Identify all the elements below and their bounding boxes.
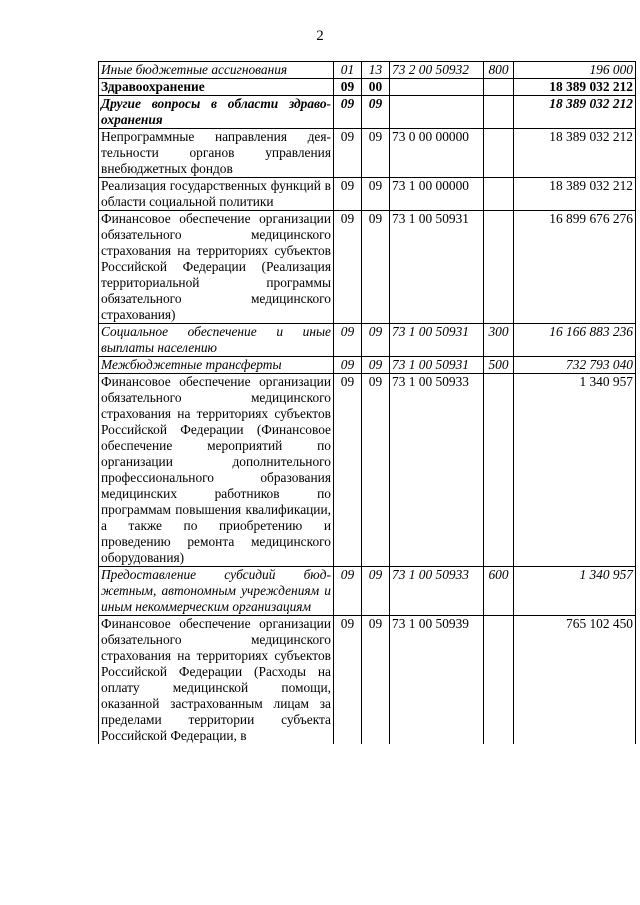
row-target-article-cell: 73 2 00 50932 [390,62,484,79]
row-expense-type-cell: 800 [484,62,514,79]
row-subsection-cell: 09 [362,96,390,129]
row-amount-cell: 1 340 957 [514,567,636,616]
table-row [99,324,636,357]
table-row [99,178,636,211]
row-name-cell: Финансовое обеспечение организации обязательного медицинского страхования на территориях субъектов Российской Федерации (Расходы на оплату медицинской помощи, оказанной застрахованным лицам за пределами территории субъекта Российской Федерации, в [99,616,334,745]
row-target-article-cell: 73 1 00 50931 [390,211,484,324]
row-amount-cell: 1 340 957 [514,374,636,567]
row-subsection-cell: 09 [362,129,390,178]
budget-table [98,61,636,744]
row-name-cell: Финансовое обеспечение организации обязательного медицинского страхования на территориях субъектов Российской Федерации (Реализация территориальной программы обязательного медицинского страхования) [99,211,334,324]
row-amount-cell: 16 899 676 276 [514,211,636,324]
row-name-cell: Реализация государственных функций в области социальной политики [99,178,334,211]
row-name-cell: Предоставление субсидий бюджетным, автономным учреждениям и иным некоммерческим организациям [99,567,334,616]
page-number: 2 [316,28,324,44]
row-expense-type-cell [484,178,514,211]
row-expense-type-cell [484,129,514,178]
row-subsection-cell: 09 [362,211,390,324]
table-row [99,357,636,374]
row-amount-cell: 196 000 [514,62,636,79]
row-section-cell: 09 [334,357,362,374]
row-expense-type-cell: 600 [484,567,514,616]
row-name-cell: Непрограммные направления деятельности органов управления внебюджетных фондов [99,129,334,178]
row-target-article-cell: 73 1 00 00000 [390,178,484,211]
row-name-cell: Финансовое обеспечение организации обязательного медицинского страхования на территориях субъектов Российской Федерации (Финансовое обеспечение мероприятий по организации дополнительного профессионального образования медицинских работников по программам повышения квалификации, а также по приобретению и проведению ремонта медицинского оборудования) [99,374,334,567]
row-subsection-cell: 09 [362,324,390,357]
row-amount-cell: 16 166 883 236 [514,324,636,357]
row-section-cell: 01 [334,62,362,79]
row-target-article-cell: 73 1 00 50931 [390,324,484,357]
row-subsection-cell: 00 [362,79,390,96]
row-amount-cell: 18 389 032 212 [514,96,636,129]
row-name-cell: Межбюджетные трансферты [99,357,334,374]
row-subsection-cell: 09 [362,374,390,567]
row-expense-type-cell: 300 [484,324,514,357]
row-amount-cell: 732 793 040 [514,357,636,374]
budget-table-body [99,62,636,745]
row-expense-type-cell [484,79,514,96]
row-section-cell: 09 [334,211,362,324]
row-expense-type-cell [484,374,514,567]
row-section-cell: 09 [334,324,362,357]
row-subsection-cell: 13 [362,62,390,79]
table-row [99,374,636,567]
row-amount-cell: 18 389 032 212 [514,79,636,96]
row-name-cell: Иные бюджетные ассигнования [99,62,334,79]
table-row [99,616,636,745]
row-target-article-cell [390,96,484,129]
row-amount-cell: 765 102 450 [514,616,636,745]
row-section-cell: 09 [334,129,362,178]
table-row [99,79,636,96]
row-target-article-cell [390,79,484,96]
row-amount-cell: 18 389 032 212 [514,178,636,211]
row-expense-type-cell [484,616,514,745]
row-expense-type-cell [484,211,514,324]
table-row [99,62,636,79]
row-name-cell: Социальное обеспечение и иные выплаты населению [99,324,334,357]
row-subsection-cell: 09 [362,567,390,616]
row-target-article-cell: 73 1 00 50931 [390,357,484,374]
row-section-cell: 09 [334,374,362,567]
row-section-cell: 09 [334,567,362,616]
row-subsection-cell: 09 [362,357,390,374]
row-section-cell: 09 [334,178,362,211]
row-target-article-cell: 73 1 00 50933 [390,374,484,567]
table-row [99,96,636,129]
table-row [99,211,636,324]
row-target-article-cell: 73 1 00 50939 [390,616,484,745]
row-section-cell: 09 [334,616,362,745]
table-row [99,567,636,616]
row-subsection-cell: 09 [362,616,390,745]
row-target-article-cell: 73 0 00 00000 [390,129,484,178]
row-expense-type-cell [484,96,514,129]
row-target-article-cell: 73 1 00 50933 [390,567,484,616]
row-section-cell: 09 [334,79,362,96]
row-name-cell: Другие вопросы в области здравоохранения [99,96,334,129]
row-subsection-cell: 09 [362,178,390,211]
row-amount-cell: 18 389 032 212 [514,129,636,178]
row-section-cell: 09 [334,96,362,129]
row-name-cell: Здравоохранение [99,79,334,96]
table-row [99,129,636,178]
row-expense-type-cell: 500 [484,357,514,374]
